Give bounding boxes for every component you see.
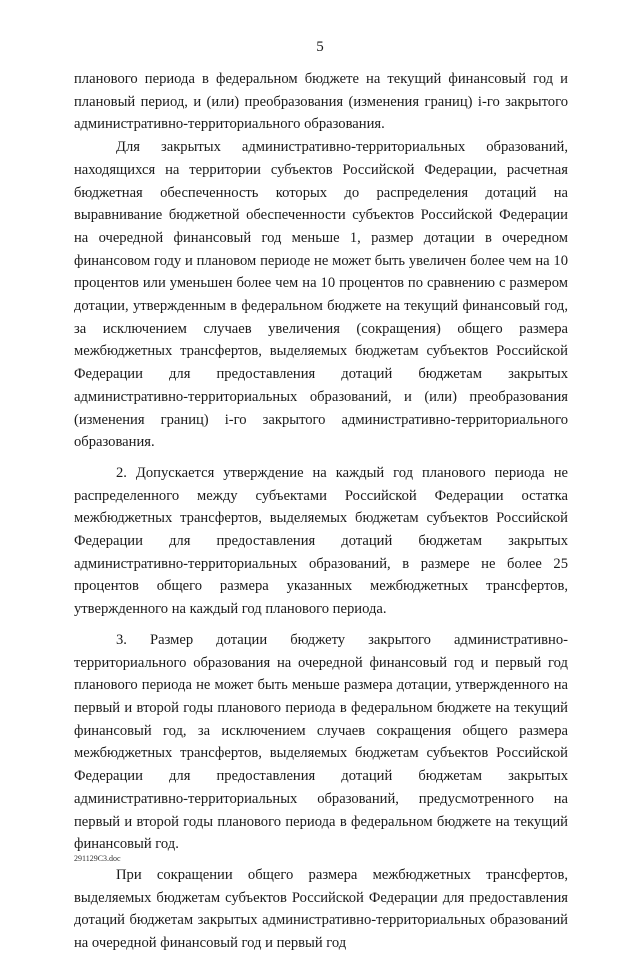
paragraph-continuation: планового периода в федеральном бюджете на текущий финансовый год и плановый период, и (или) преобразования (изменения границ) i-го закрытого административно-территориального образования. [74,71,568,133]
page-number: 5 [316,39,324,55]
paragraph-item-2: 2. Допускается утверждение на каждый год планового периода не распределенного между субъектами Российской Федерации остатка межбюджетных трансфертов, выделяемых бюджетам субъектов Российской Федерации для предоставления дотаций бюджетам закрытых административно-территориальных образований, в размере не более 25 процентов общего размера указанных межбюджетных трансфертов, утвержденного на каждый год планового периода. [74,464,568,618]
document-body [74,68,568,955]
paragraph-reduction-case: При сокращении общего размера межбюджетных трансфертов, выделяемых бюджетам субъектов Российской Федерации для предоставления дотаций бюджетам закрытых административно-территориальных образований на очередной финансовый год и первый год [74,866,568,952]
footer-file-code: 291129C3.doc [74,854,121,863]
paragraph-zato-dotation-limits: Для закрытых административно-территориальных образований, находящихся на территории субъектов Российской Федерации, расчетная бюджетная обеспеченность которых до распределения дотаций на выравнивание бюджетной обеспеченности субъектов Российской Федерации на очередной финансовый год меньше 1, размер дотации в очередном финансовом году и плановом периоде не может быть увеличен более чем на 10 процентов или уменьшен более чем на 10 процентов по сравнению с размером дотации, утвержденным в федеральном бюджете на текущий финансовый год, за исключением случаев увеличения (сокращения) общего размера межбюджетных трансфертов, выделяемых бюджетам субъектов Российской Федерации для предоставления дотаций бюджетам закрытых административно-территориальных образований, и (или) преобразования (изменения границ) i-го закрытого административно-территориального образования. [74,139,568,451]
paragraph-item-3: 3. Размер дотации бюджету закрытого административно-территориального образования на очередной финансовый год и первый год планового периода не может быть меньше размера дотации, утвержденного на первый и второй годы планового периода в федеральном бюджете на текущий финансовый год, за исключением случаев сокращения общего размера межбюджетных трансфертов, выделяемых бюджетам субъектов Российской Федерации для предоставления дотаций бюджетам закрытых административно-территориальных образований, предусмотренного на первый и второй годы планового периода в федеральном бюджете на текущий финансовый год. [74,631,568,853]
